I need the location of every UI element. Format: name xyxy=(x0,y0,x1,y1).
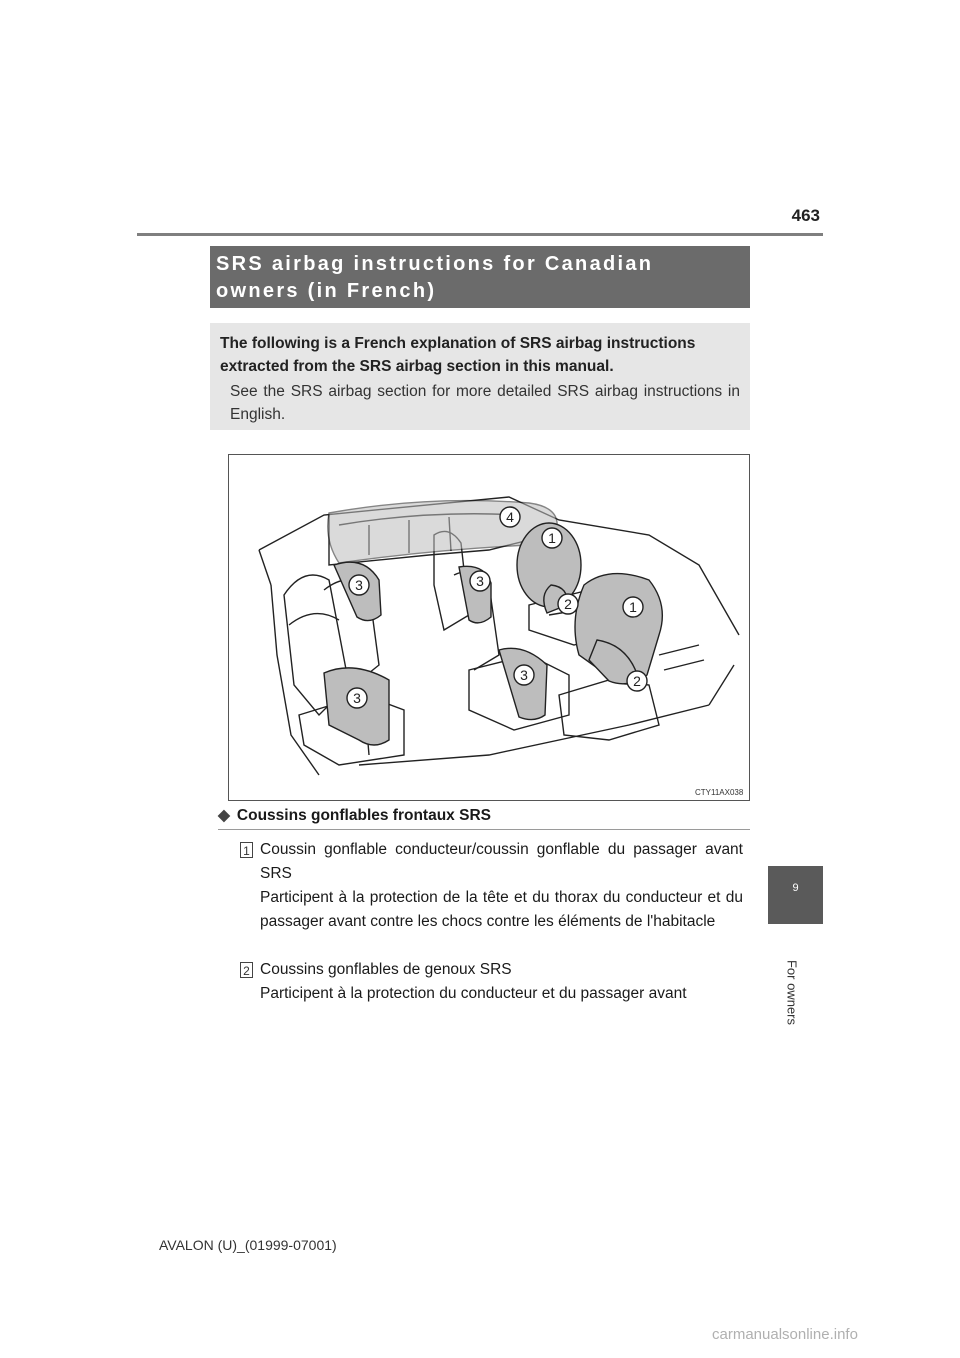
callout-label: 3 xyxy=(520,667,528,683)
item-number-badge: 1 xyxy=(240,842,253,858)
list-item xyxy=(240,958,743,1006)
callout-3-rear-lower xyxy=(347,688,367,708)
callout-label: 2 xyxy=(564,596,572,612)
callout-2-passenger xyxy=(627,671,647,691)
airbag-illustration xyxy=(228,454,750,801)
callout-label: 2 xyxy=(633,673,641,689)
diamond-icon: ◆ xyxy=(218,807,230,824)
callout-1-passenger xyxy=(623,597,643,617)
item-description: Participent à la protection de la tête et du thorax du conducteur et du passager avant contre les chocs contre les éléments de l'habitacle xyxy=(260,889,743,930)
callout-3-front-lower xyxy=(514,665,534,685)
figure-code: CTY11AX038 xyxy=(695,788,744,797)
callout-2-driver xyxy=(558,594,578,614)
chapter-side-label xyxy=(782,950,802,1040)
callout-label: 4 xyxy=(506,509,514,525)
item-title: Coussins gonflables de genoux SRS xyxy=(260,961,512,978)
intro-sub-text: See the SRS airbag section for more detailed SRS airbag instructions in English. xyxy=(230,383,740,423)
watermark: carmanualsonline.info xyxy=(712,1326,858,1343)
page-number: 463 xyxy=(791,206,820,225)
callout-label: 3 xyxy=(476,573,484,589)
callout-1-driver xyxy=(542,528,562,548)
car-interior-drawing xyxy=(229,455,749,800)
intro-box xyxy=(210,323,750,430)
subsection-rule xyxy=(218,829,750,830)
callout-3-rear xyxy=(349,575,369,595)
subsection-heading xyxy=(218,806,750,830)
section-title-line1: SRS airbag instructions for Canadian xyxy=(216,253,654,275)
header-rule xyxy=(137,233,823,236)
callout-label: 3 xyxy=(353,690,361,706)
chapter-tab-number: 9 xyxy=(792,882,799,894)
chapter-tab xyxy=(768,866,823,924)
item-title: Coussin gonflable conducteur/coussin gonflable du passager avant SRS xyxy=(260,841,743,882)
item-number-badge: 2 xyxy=(240,962,253,978)
callout-label: 1 xyxy=(548,530,556,546)
airbag-shapes xyxy=(324,501,662,745)
callout-label: 1 xyxy=(629,599,637,615)
intro-bold-text: The following is a French explanation of SRS airbag instructions extracted from the SRS airbag section in this manual. xyxy=(220,335,696,375)
subsection-heading-text: Coussins gonflables frontaux SRS xyxy=(236,807,491,824)
item-description: Participent à la protection du conducteur et du passager avant xyxy=(260,985,687,1002)
list-item xyxy=(240,838,743,934)
section-title-bar xyxy=(210,246,750,308)
chapter-side-label-text: For owners xyxy=(784,959,800,1026)
callout-3-front xyxy=(470,571,490,591)
callout-4 xyxy=(500,507,520,527)
footer-model-code: AVALON (U)_(01999-07001) xyxy=(159,1237,337,1253)
section-title-line2: owners (in French) xyxy=(216,280,437,302)
callout-label: 3 xyxy=(355,577,363,593)
